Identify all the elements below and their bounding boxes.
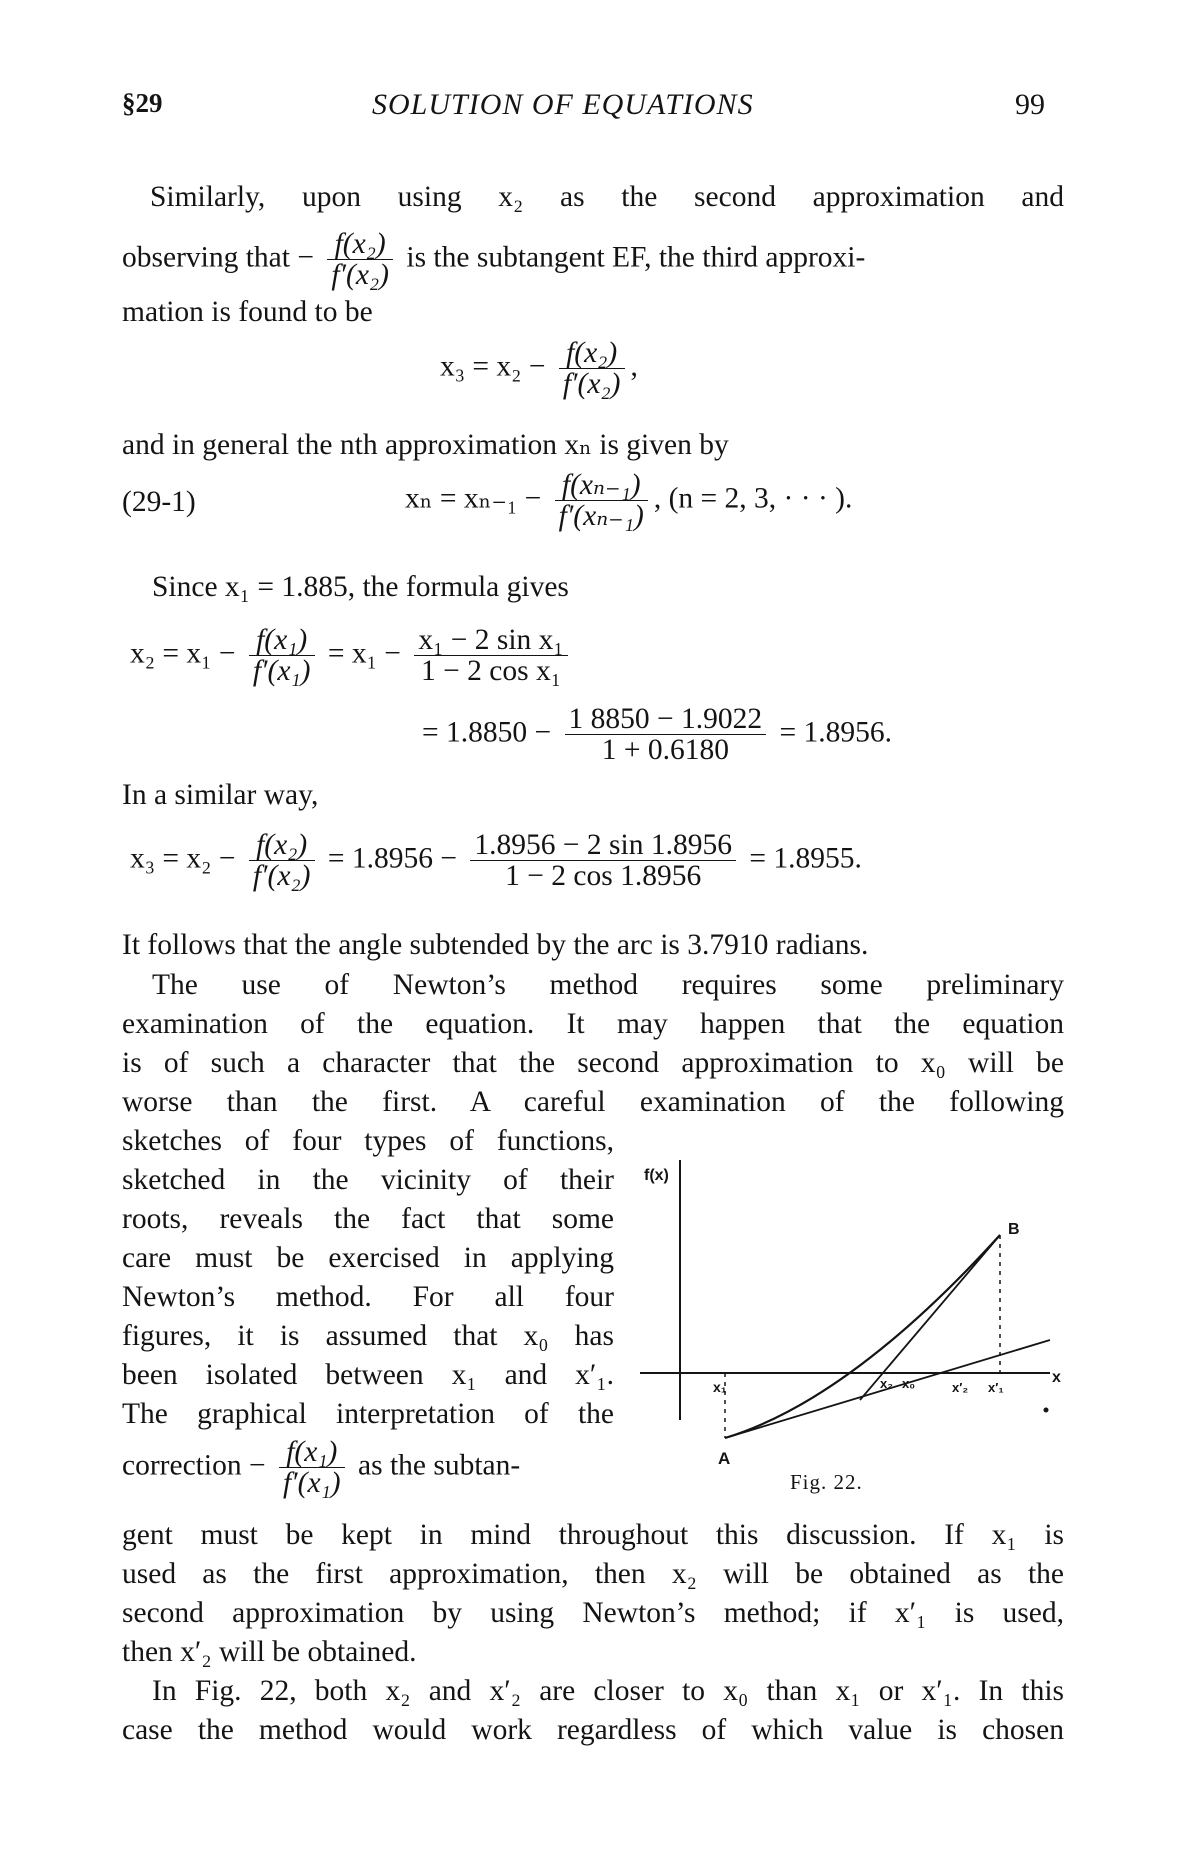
fraction-den: 1 + 0.6180 [601,734,729,766]
eq-fraction-3 [565,704,767,765]
fraction-den: f′(xₙ₋₁) [558,500,644,532]
y-axis-label: f(x) [644,1167,669,1184]
para1-line2 [122,229,1064,290]
function-curve [725,1235,1000,1438]
para3-line2: case the method would work regardless of which value is chosen [122,1714,1064,1746]
eq-lhs: x₂ = x₁ − [130,637,236,670]
x-axis-label: x [1052,1369,1061,1386]
para2-narrow-7: been isolated between x₁ and x′₁. [122,1359,614,1391]
para2-narrow-8: The graphical interpretation of the [122,1398,614,1430]
follows-line: It follows that the angle subtended by the arc is 3.7910 radians. [122,929,869,961]
para1-line2-b: is the subtangent EF, the third approxi- [406,241,866,274]
tick-x2-label: x₂ [880,1376,894,1391]
fraction-num: f(x₁) [279,1437,345,1468]
eq-tail: , [630,350,638,383]
para1-line3: mation is found to be [122,296,373,328]
eq-mid: = x₁ − [327,637,401,670]
para2-narrow-3: roots, reveals the fact that some [122,1203,614,1235]
equation-x3 [440,338,638,399]
eq-tail: = 1.8956. [779,716,893,749]
fraction-num: 1 8850 − 1.9022 [565,704,767,735]
figure-22 [620,1140,1080,1480]
para2-line1: The use of Newton’s method requires some preliminary [152,969,1064,1001]
fraction-den: f′(x₂) [252,860,311,892]
fraction-den: f′(x₂) [562,368,621,400]
eq-lhs: = 1.8850 − [422,716,552,749]
para2-tail-1: gent must be kept in mind throughout this discussion. If x₁ is [122,1519,1064,1551]
fraction-num: 1.8956 − 2 sin 1.8956 [470,830,736,861]
equation-label: (29-1) [122,486,196,518]
fraction-num: f(x₂) [327,229,393,260]
fraction-den: f′(x₁) [282,1467,341,1499]
para2-line3: is of such a character that the second approximation to x₀ will be [122,1047,1064,1079]
para2-tail-2: used as the first approximation, then x₂ will be obtained as the [122,1558,1064,1590]
para2-line2: examination of the equation. It may happen that the equation [122,1008,1064,1040]
since-line: Since x₁ = 1.885, the formula gives [152,571,569,603]
correction-b: as the subtan- [358,1449,521,1482]
equation-x2 [130,625,574,686]
running-title: SOLUTION OF EQUATIONS [372,88,754,121]
para2-tail-3: second approximation by using Newton’s method; if x′₁ is used, [122,1597,1064,1629]
para3-line1: In Fig. 22, both x₂ and x′₂ are closer to x₀ than x₁ or x′₁. In this [152,1675,1064,1707]
eq-mid: = 1.8956 − [327,842,458,875]
tick-x2p-label: x′₂ [952,1380,969,1395]
para1-line2-a: observing that − [122,241,314,274]
fraction-den: f′(x₂) [331,259,389,291]
fraction-num: f(xₙ₋₁) [555,470,648,501]
eq-fraction-2 [470,830,736,891]
point-b-label: B [1008,1221,1020,1238]
stray-dot [1044,1408,1049,1413]
correction-a: correction − [122,1449,266,1482]
page-number: 99 [1015,88,1045,121]
para2-narrow-1: sketches of four types of functions, [122,1125,614,1157]
fraction-den: 1 − 2 cos 1.8956 [505,860,702,892]
point-a-label: A [718,1449,731,1468]
para2-narrow-5: Newton’s method. For all four [122,1281,614,1313]
correction-fraction [279,1437,345,1498]
fraction-num: x₁ − 2 sin x₁ [414,625,567,656]
correction-line [122,1437,520,1498]
eq-tail: = 1.8955. [749,842,862,875]
para2-tail-4: then x′₂ will be obtained. [122,1636,417,1668]
eq-lhs: x₃ = x₂ − [130,842,236,875]
eq-fraction [559,338,625,399]
fraction-num: f(x₂) [559,338,625,369]
general-line: and in general the nth approximation xₙ is given by [122,429,729,461]
equation-29-1 [405,470,852,531]
equation-x2-line2 [422,704,892,765]
eq-fraction-2 [414,625,567,686]
eq-fraction [555,470,648,531]
eq-lhs: x₃ = x₂ − [440,350,546,383]
fraction-den: 1 − 2 cos x₁ [421,655,561,687]
fraction-num: f(x₂) [249,830,315,861]
para2-line4: worse than the first. A careful examination of the following [122,1086,1064,1118]
eq-fraction-1 [249,625,315,686]
tick-x1-label: x₁ [713,1379,727,1395]
tick-x0-label: x₀ [902,1376,916,1391]
fraction-subtangent [327,229,393,290]
para1-line1: Similarly, upon using x₂ as the second approximation and [150,181,1064,213]
eq-tail: , (n = 2, 3, · · · ). [653,482,853,515]
para2-narrow-4: care must be exercised in applying [122,1242,614,1274]
para2-narrow-2: sketched in the vicinity of their [122,1164,614,1196]
para2-narrow-6: figures, it is assumed that x₀ has [122,1320,614,1352]
fraction-num: f(x₁) [249,625,315,656]
eq-lhs: xₙ = xₙ₋₁ − [405,482,542,515]
similar-line: In a similar way, [122,779,319,811]
equation-x3-second [130,830,862,891]
fraction-den: f′(x₁) [252,655,311,687]
eq-fraction-1 [249,830,315,891]
figure-caption: Fig. 22. [790,1470,863,1494]
section-number: §29 [122,88,163,118]
tick-x1p-label: x′₁ [988,1380,1004,1395]
